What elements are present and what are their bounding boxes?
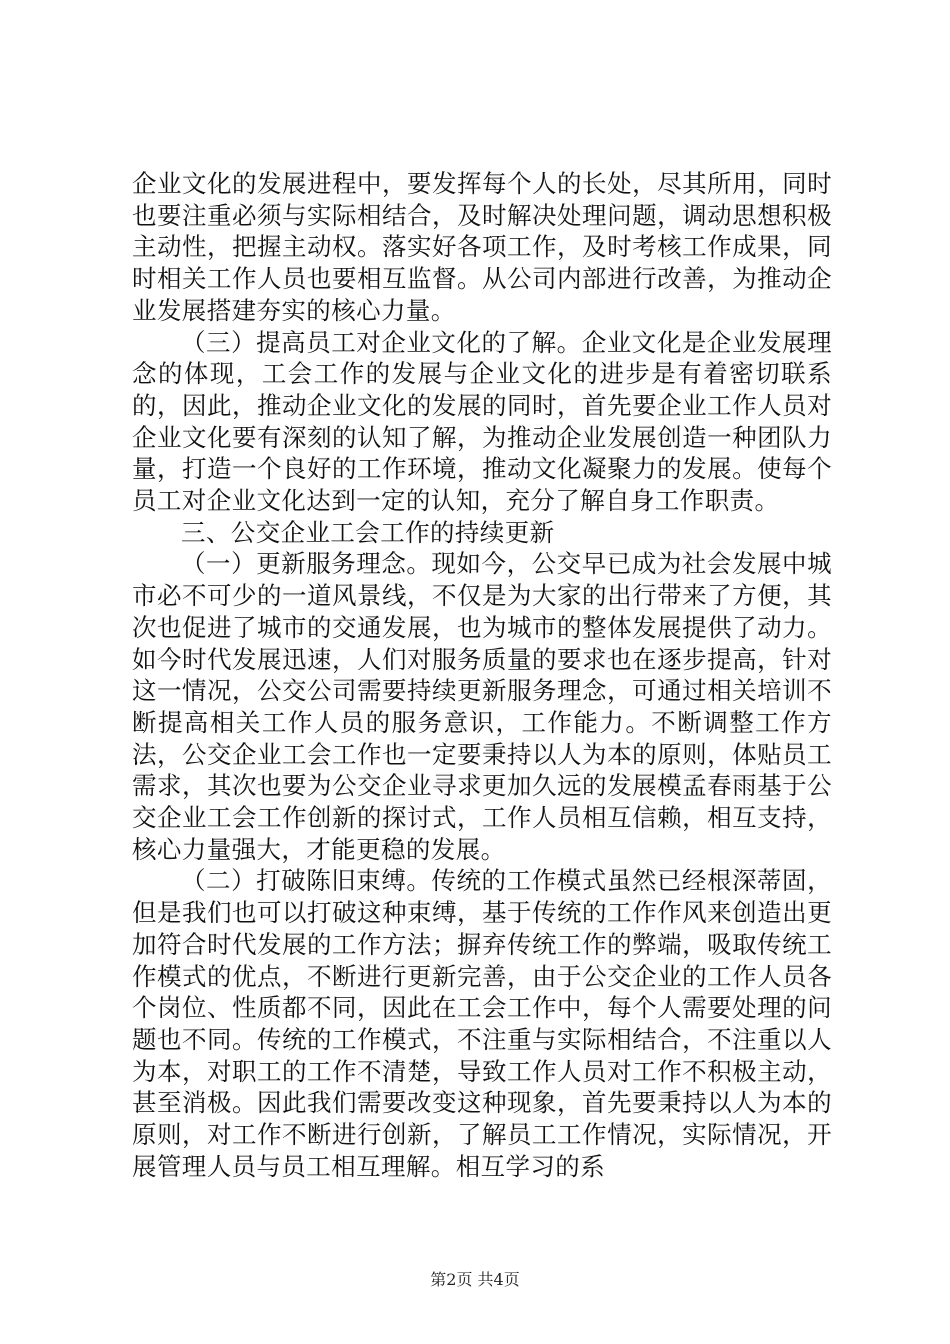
paragraph-break-constraints: （二）打破陈旧束缚。传统的工作模式虽然已经根深蒂固，但是我们也可以打破这种束缚，基于传统的工作作风来创造出更加符合时代发展的工作方法；摒弃传统工作的弊端，吸取传统工作模式的优点，不断进行更新完善，由于公交企业的工作人员各个岗位、性质都不同，因此在工会工作中，每个人需要处理的问题也不同。传统的工作模式，不注重与实际相结合，不注重以人为本，对职工的工作不清楚，导致工作人员对工作不积极主动，甚至消极。因此我们需要改变这种现象，首先要秉持以人为本的原则，对工作不断进行创新，了解员工工作情况，实际情况，开展管理人员与员工相互理解。相互学习的系 — [132, 866, 832, 1181]
paragraph-update-service: （一）更新服务理念。现如今，公交早已成为社会发展中城市必不可少的一道风景线，不仅是为大家的出行带来了方便，其次也促进了城市的交通发展，也为城市的整体发展提供了动力。如今时代发展迅速，人们对服务质量的要求也在逐步提高，针对这一情况，公交公司需要持续更新服务理念，可通过相关培训不断提高相关工作人员的服务意识，工作能力。不断调整工作方法，公交企业工会工作也一定要秉持以人为本的原则，体贴员工需求，其次也要为公交企业寻求更加久远的发展模孟春雨基于公交企业工会工作创新的探讨式，工作人员相互信赖，相互支持，核心力量强大，才能更稳的发展。 — [132, 549, 832, 864]
document-body — [132, 168, 832, 1183]
page-footer: 第2页 共4页 — [430, 1270, 520, 1289]
paragraph-section-3-3: （三）提高员工对企业文化的了解。企业文化是企业发展理念的体现，工会工作的发展与企业文化的进步是有着密切联系的，因此，推动企业文化的发展的同时，首先要企业工作人员对企业文化要有深刻的认知了解，为推动企业发展创造一种团队力量，打造一个良好的工作环境，推动文化凝聚力的发展。使每个员工对企业文化达到一定的认知，充分了解自身工作职责。 — [132, 327, 832, 516]
section-heading-3: 三、公交企业工会工作的持续更新 — [181, 517, 555, 547]
paragraph-continuation: 企业文化的发展进程中，要发挥每个人的长处，尽其所用，同时也要注重必须与实际相结合，及时解决处理问题，调动思想积极主动性，把握主动权。落实好各项工作，及时考核工作成果，同时相关工作人员也要相互监督。从公司内部进行改善，为推动企业发展搭建夯实的核心力量。 — [132, 169, 832, 325]
